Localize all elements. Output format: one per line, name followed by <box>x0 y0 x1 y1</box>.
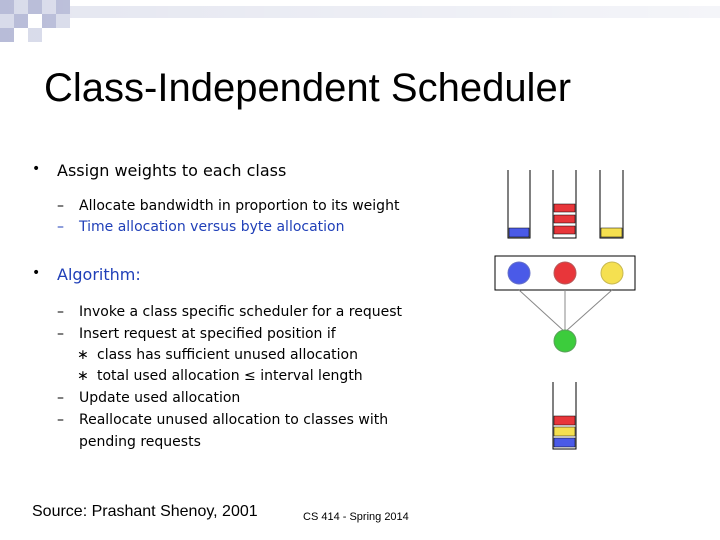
star-icon: ∗ <box>77 368 89 384</box>
dash-icon: – <box>57 304 64 320</box>
scheduler-diagram <box>490 160 650 460</box>
queue-request-red <box>554 204 575 212</box>
bullet-text: Algorithm: <box>57 265 141 284</box>
slide-title: Class-Independent Scheduler <box>44 66 572 110</box>
star-icon: ∗ <box>77 347 89 363</box>
queue-request-red <box>554 226 575 234</box>
dash-icon: – <box>57 412 64 428</box>
sub-bullet-text: pending requests <box>79 434 201 450</box>
output-request-red <box>554 416 575 425</box>
decorative-checker-banner <box>0 0 720 45</box>
bullet-icon: • <box>32 161 41 177</box>
bullet-text: Assign weights to each class <box>57 161 287 180</box>
queue-request-yellow <box>601 228 622 237</box>
bullet-icon: • <box>32 265 41 281</box>
source-citation: Source: Prashant Shenoy, 2001 <box>32 503 258 520</box>
scheduler-node-yellow <box>601 262 623 284</box>
sub-bullet-text: Insert request at specified position if <box>79 326 336 342</box>
scheduler-node-blue <box>508 262 530 284</box>
queue-request-red <box>554 215 575 223</box>
dash-icon: – <box>57 390 64 406</box>
sub-bullet-text: Reallocate unused allocation to classes with <box>79 412 389 428</box>
dash-icon: – <box>57 326 64 342</box>
connector-lines <box>519 290 612 332</box>
sub-sub-bullet-text: class has sufficient unused allocation <box>97 347 358 363</box>
sub-bullet-text: Time allocation versus byte allocation <box>79 219 345 235</box>
dispatcher-node-green <box>554 330 576 352</box>
sub-bullet-text: Invoke a class specific scheduler for a request <box>79 304 402 320</box>
scheduler-node-red <box>554 262 576 284</box>
output-request-yellow <box>554 427 575 436</box>
sub-bullet-text: Update used allocation <box>79 390 241 406</box>
dash-icon: – <box>57 219 64 235</box>
output-request-blue <box>554 438 575 447</box>
sub-bullet-text: Allocate bandwidth in proportion to its weight <box>79 198 400 214</box>
course-footer: CS 414 - Spring 2014 <box>303 511 409 523</box>
queue-request-blue <box>509 228 529 237</box>
dash-icon: – <box>57 198 64 214</box>
sub-sub-bullet-text: total used allocation ≤ interval length <box>97 368 363 384</box>
